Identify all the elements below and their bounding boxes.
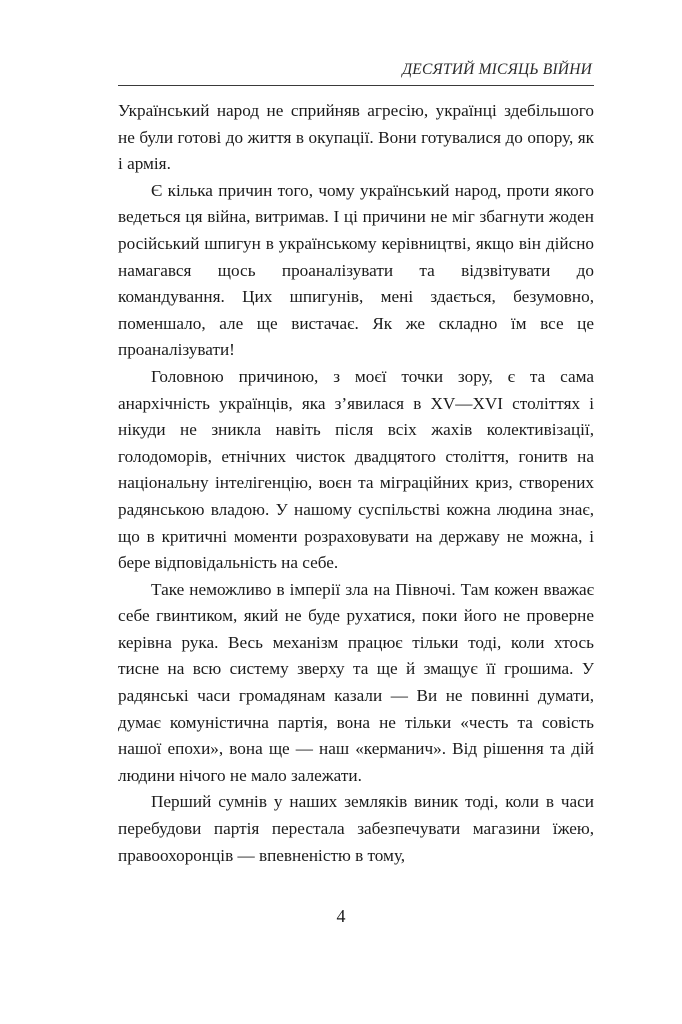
paragraph-3: Головною причиною, з моєї точки зору, є та сама анархічність українців, яка з’явилася в XV—XVI століттях і нікуди не зникла навіть після всіх жахів колективізації, голодоморів, етнічних чисток двадцятого століття, гонитв на національну інтелігенцію, воєн та міграційних криз, створених радянською владою. У нашому суспільстві кожна людина знає, що в критичні моменти розраховувати на державу не можна, і бере відповідальність на себе. <box>118 366 594 573</box>
body-text <box>118 98 594 869</box>
page-content <box>118 60 594 869</box>
page-number: 4 <box>336 906 346 926</box>
paragraph-2: Є кілька причин того, чому український народ, проти якого ведеться ця війна, витримав. І ці причини не міг збагнути жоден російський шпигун в українському керівництві, якщо він дійсно намагався щось проаналізувати та відзвітувати до командування. Цих шпигунів, мені здається, безумовно, поменшало, але ще вистачає. Як же складно їм все це проаналізувати! <box>118 180 594 360</box>
paragraph-1: Український народ не сприйняв агресію, українці здебільшого не були готові до життя в окупації. Вони готувалися до опору, як і армія. <box>118 101 594 174</box>
running-head: ДЕСЯТИЙ МІСЯЦЬ ВІЙНИ <box>402 61 592 78</box>
paragraph-5: Перший сумнів у наших земляків виник тоді, коли в часи перебудови партія перестала забезпечувати магазини їжею, правоохоронців — впевненістю в тому, <box>118 792 594 865</box>
paragraph-4: Таке неможливо в імперії зла на Півночі. Там кожен вважає себе гвинтиком, який не буде рухатися, поки його не проверне керівна рука. Весь механізм працює тільки тоді, коли хтось тисне на всю систему зверху та ще й змащує її грошима. У радянські часи громадянам казали — Ви не повинні думати, думає комуністична партія, вона не тільки «честь та совість нашої епохи», вона ще — наш «керманич». Від рішення та дій людини нічого не мало залежати. <box>118 579 594 785</box>
header-rule <box>118 85 594 86</box>
